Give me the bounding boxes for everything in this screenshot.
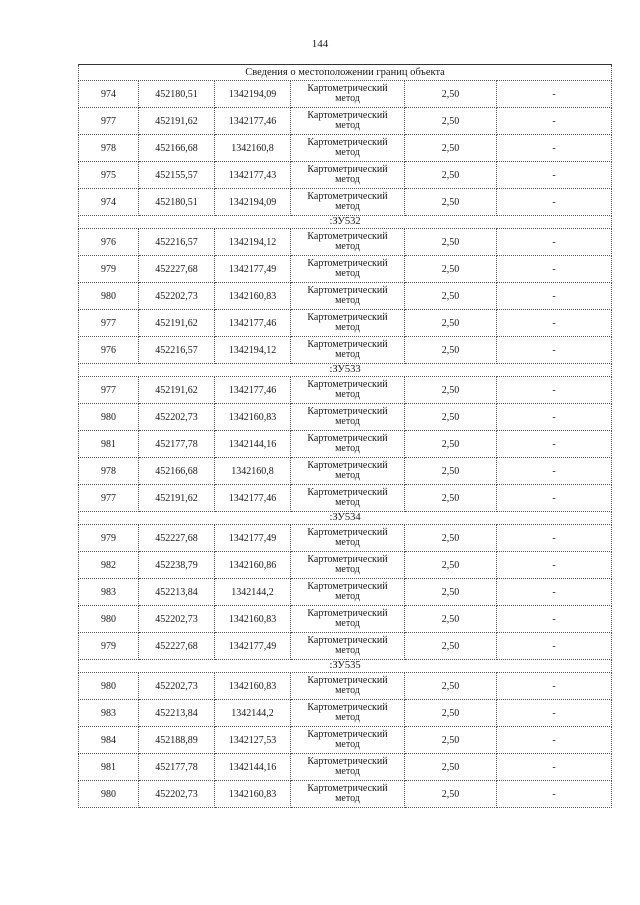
x-coordinate-cell: 452227,68 [139,525,215,552]
y-coordinate-cell: 1342177,43 [215,162,291,189]
point-number-cell: 974 [79,189,139,216]
accuracy-cell: 2,50 [405,700,497,727]
accuracy-cell: 2,50 [405,404,497,431]
method-cell [291,525,405,552]
method-line-1: Картометрический [307,110,388,121]
point-number-cell: 977 [79,377,139,404]
accuracy-cell: 2,50 [405,81,497,108]
note-cell: - [497,81,612,108]
y-coordinate-cell: 1342127,53 [215,727,291,754]
table-row [79,81,612,108]
method-line-2: метод [335,712,360,723]
note-cell: - [497,727,612,754]
section-row [79,364,612,377]
table-row [79,485,612,512]
point-number-cell: 980 [79,404,139,431]
method-line-2: метод [335,174,360,185]
y-coordinate-cell: 1342144,2 [215,700,291,727]
method-line-1: Картометрический [307,783,388,794]
x-coordinate-cell: 452202,73 [139,673,215,700]
note-cell: - [497,458,612,485]
method-line-2: метод [335,201,360,212]
x-coordinate-cell: 452213,84 [139,700,215,727]
method-line-1: Картометрический [307,756,388,767]
point-number-cell: 977 [79,310,139,337]
point-number-cell: 979 [79,525,139,552]
x-coordinate-cell: 452191,62 [139,310,215,337]
accuracy-cell: 2,50 [405,337,497,364]
method-line-2: метод [335,147,360,158]
point-number-cell: 980 [79,673,139,700]
method-line-2: метод [335,685,360,696]
method-line-1: Картометрический [307,231,388,242]
accuracy-cell: 2,50 [405,310,497,337]
section-row [79,660,612,673]
method-line-2: метод [335,470,360,481]
accuracy-cell: 2,50 [405,754,497,781]
x-coordinate-cell: 452191,62 [139,485,215,512]
method-line-2: метод [335,537,360,548]
method-line-2: метод [335,497,360,508]
table-row [79,431,612,458]
accuracy-cell: 2,50 [405,458,497,485]
table-row [79,135,612,162]
table-row [79,256,612,283]
method-line-2: метод [335,93,360,104]
accuracy-cell: 2,50 [405,673,497,700]
method-line-1: Картометрический [307,83,388,94]
boundary-coordinates-table [78,64,612,808]
method-line-2: метод [335,349,360,360]
y-coordinate-cell: 1342177,49 [215,525,291,552]
note-cell: - [497,377,612,404]
method-line-2: метод [335,739,360,750]
y-coordinate-cell: 1342177,49 [215,633,291,660]
method-cell [291,404,405,431]
point-number-cell: 975 [79,162,139,189]
accuracy-cell: 2,50 [405,606,497,633]
table-row [79,108,612,135]
note-cell: - [497,525,612,552]
section-label: :ЗУ534 [79,512,612,525]
point-number-cell: 979 [79,256,139,283]
method-cell [291,673,405,700]
method-cell [291,256,405,283]
method-cell [291,162,405,189]
section-row [79,512,612,525]
y-coordinate-cell: 1342194,12 [215,337,291,364]
method-line-1: Картометрический [307,258,388,269]
method-cell [291,579,405,606]
method-cell [291,633,405,660]
method-cell [291,485,405,512]
note-cell: - [497,633,612,660]
method-line-2: метод [335,389,360,400]
method-cell [291,108,405,135]
y-coordinate-cell: 1342160,8 [215,458,291,485]
method-line-1: Картометрический [307,702,388,713]
method-line-1: Картометрический [307,312,388,323]
y-coordinate-cell: 1342194,09 [215,189,291,216]
y-coordinate-cell: 1342160,83 [215,781,291,808]
x-coordinate-cell: 452202,73 [139,283,215,310]
x-coordinate-cell: 452202,73 [139,781,215,808]
method-cell [291,727,405,754]
method-cell [291,377,405,404]
y-coordinate-cell: 1342144,16 [215,431,291,458]
table-row [79,229,612,256]
method-line-2: метод [335,241,360,252]
note-cell: - [497,229,612,256]
table-row [79,633,612,660]
note-cell: - [497,606,612,633]
accuracy-cell: 2,50 [405,633,497,660]
y-coordinate-cell: 1342144,16 [215,754,291,781]
point-number-cell: 979 [79,633,139,660]
point-number-cell: 976 [79,337,139,364]
accuracy-cell: 2,50 [405,579,497,606]
method-cell [291,283,405,310]
table-row [79,579,612,606]
table-row [79,781,612,808]
method-line-2: метод [335,120,360,131]
method-cell [291,781,405,808]
table-row [79,189,612,216]
note-cell: - [497,310,612,337]
table-row [79,700,612,727]
page-number: 144 [311,38,329,50]
method-line-2: метод [335,591,360,602]
method-cell [291,700,405,727]
x-coordinate-cell: 452191,62 [139,108,215,135]
accuracy-cell: 2,50 [405,229,497,256]
y-coordinate-cell: 1342160,83 [215,673,291,700]
note-cell: - [497,135,612,162]
note-cell: - [497,754,612,781]
method-cell [291,458,405,485]
method-line-1: Картометрический [307,191,388,202]
point-number-cell: 984 [79,727,139,754]
method-line-2: метод [335,416,360,427]
y-coordinate-cell: 1342144,2 [215,579,291,606]
table-row [79,673,612,700]
y-coordinate-cell: 1342194,12 [215,229,291,256]
method-cell [291,552,405,579]
point-number-cell: 978 [79,135,139,162]
accuracy-cell: 2,50 [405,256,497,283]
table-row [79,458,612,485]
method-cell [291,229,405,256]
method-line-2: метод [335,793,360,804]
point-number-cell: 977 [79,485,139,512]
note-cell: - [497,579,612,606]
x-coordinate-cell: 452202,73 [139,606,215,633]
point-number-cell: 980 [79,283,139,310]
method-cell [291,81,405,108]
accuracy-cell: 2,50 [405,377,497,404]
method-cell [291,135,405,162]
method-line-1: Картометрический [307,433,388,444]
x-coordinate-cell: 452191,62 [139,377,215,404]
point-number-cell: 974 [79,81,139,108]
point-number-cell: 980 [79,781,139,808]
table-row [79,310,612,337]
method-line-1: Картометрический [307,379,388,390]
x-coordinate-cell: 452180,51 [139,81,215,108]
method-line-1: Картометрический [307,460,388,471]
method-cell [291,431,405,458]
accuracy-cell: 2,50 [405,781,497,808]
method-line-2: метод [335,268,360,279]
point-number-cell: 978 [79,458,139,485]
section-label: :ЗУ533 [79,364,612,377]
y-coordinate-cell: 1342177,46 [215,485,291,512]
note-cell: - [497,485,612,512]
accuracy-cell: 2,50 [405,189,497,216]
point-number-cell: 983 [79,579,139,606]
note-cell: - [497,404,612,431]
method-line-1: Картометрический [307,729,388,740]
table-row [79,754,612,781]
x-coordinate-cell: 452216,57 [139,337,215,364]
accuracy-cell: 2,50 [405,283,497,310]
x-coordinate-cell: 452216,57 [139,229,215,256]
note-cell: - [497,431,612,458]
method-line-1: Картометрический [307,285,388,296]
x-coordinate-cell: 452227,68 [139,633,215,660]
note-cell: - [497,189,612,216]
x-coordinate-cell: 452213,84 [139,579,215,606]
method-line-1: Картометрический [307,339,388,350]
method-line-2: метод [335,645,360,656]
table-row [79,552,612,579]
point-number-cell: 982 [79,552,139,579]
x-coordinate-cell: 452227,68 [139,256,215,283]
accuracy-cell: 2,50 [405,485,497,512]
x-coordinate-cell: 452202,73 [139,404,215,431]
method-cell [291,606,405,633]
method-line-1: Картометрический [307,635,388,646]
table-header: Сведения о местоположении границ объекта [79,65,612,81]
table-row [79,337,612,364]
method-line-2: метод [335,564,360,575]
table-row [79,525,612,552]
point-number-cell: 981 [79,431,139,458]
note-cell: - [497,700,612,727]
accuracy-cell: 2,50 [405,108,497,135]
method-line-1: Картометрический [307,581,388,592]
accuracy-cell: 2,50 [405,431,497,458]
note-cell: - [497,162,612,189]
method-line-1: Картометрический [307,554,388,565]
y-coordinate-cell: 1342177,46 [215,108,291,135]
y-coordinate-cell: 1342160,83 [215,404,291,431]
method-line-1: Картометрический [307,406,388,417]
x-coordinate-cell: 452238,79 [139,552,215,579]
y-coordinate-cell: 1342160,83 [215,606,291,633]
x-coordinate-cell: 452177,78 [139,754,215,781]
section-row [79,216,612,229]
table-row [79,283,612,310]
note-cell: - [497,781,612,808]
method-line-2: метод [335,322,360,333]
method-line-2: метод [335,443,360,454]
method-line-1: Картометрический [307,137,388,148]
method-line-2: метод [335,295,360,306]
y-coordinate-cell: 1342160,86 [215,552,291,579]
method-line-1: Картометрический [307,527,388,538]
y-coordinate-cell: 1342160,83 [215,283,291,310]
x-coordinate-cell: 452166,68 [139,458,215,485]
note-cell: - [497,256,612,283]
point-number-cell: 976 [79,229,139,256]
table-row [79,727,612,754]
point-number-cell: 983 [79,700,139,727]
method-cell [291,337,405,364]
section-label: :ЗУ532 [79,216,612,229]
y-coordinate-cell: 1342177,46 [215,377,291,404]
method-line-1: Картометрический [307,608,388,619]
point-number-cell: 980 [79,606,139,633]
accuracy-cell: 2,50 [405,727,497,754]
table-row [79,606,612,633]
y-coordinate-cell: 1342160,8 [215,135,291,162]
point-number-cell: 981 [79,754,139,781]
table-row [79,162,612,189]
method-line-1: Картометрический [307,164,388,175]
y-coordinate-cell: 1342177,49 [215,256,291,283]
method-line-2: метод [335,618,360,629]
table-row [79,377,612,404]
method-line-1: Картометрический [307,487,388,498]
method-cell [291,310,405,337]
section-label: :ЗУ535 [79,660,612,673]
y-coordinate-cell: 1342194,09 [215,81,291,108]
method-line-1: Картометрический [307,675,388,686]
note-cell: - [497,552,612,579]
note-cell: - [497,283,612,310]
method-cell [291,754,405,781]
x-coordinate-cell: 452166,68 [139,135,215,162]
x-coordinate-cell: 452180,51 [139,189,215,216]
x-coordinate-cell: 452155,57 [139,162,215,189]
accuracy-cell: 2,50 [405,135,497,162]
accuracy-cell: 2,50 [405,525,497,552]
method-line-2: метод [335,766,360,777]
table-header-row [79,65,612,81]
point-number-cell: 977 [79,108,139,135]
y-coordinate-cell: 1342177,46 [215,310,291,337]
table-row [79,404,612,431]
method-cell [291,189,405,216]
accuracy-cell: 2,50 [405,552,497,579]
x-coordinate-cell: 452177,78 [139,431,215,458]
note-cell: - [497,108,612,135]
note-cell: - [497,673,612,700]
accuracy-cell: 2,50 [405,162,497,189]
note-cell: - [497,337,612,364]
x-coordinate-cell: 452188,89 [139,727,215,754]
